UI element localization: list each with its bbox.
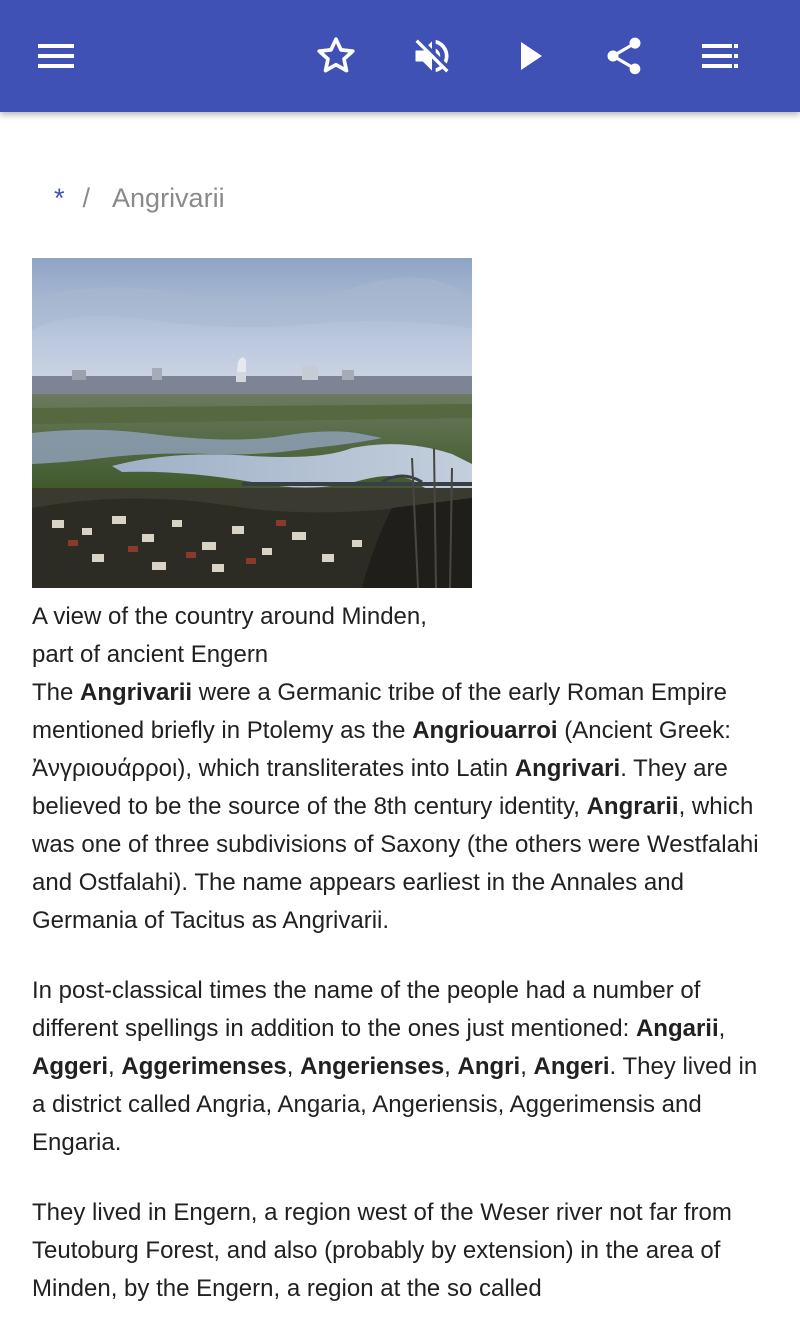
article-image[interactable] <box>32 258 472 588</box>
term-angerienses: Angerienses <box>300 1053 445 1080</box>
term-aggerimenses: Aggerimenses <box>121 1053 287 1080</box>
play-button[interactable] <box>494 20 566 92</box>
term-angrivari: Angrivari <box>514 755 621 782</box>
landscape-photo <box>32 258 472 588</box>
term-angri: Angri <box>457 1053 521 1080</box>
app-toolbar <box>0 0 800 112</box>
term-angeri: Angeri <box>533 1053 610 1080</box>
menu-button[interactable] <box>20 20 92 92</box>
paragraph-1: The Angrivarii were a Germanic tribe of the early Roman Empire mentioned briefly in Ptolemy as the Angriouarroi (Ancient Greek: Ἀνγριουάρροι), which transliterates into Latin Angrivari. They are believed to be the source of the 8th century identity, Angrarii, which was one of three subdivisions of Saxony (the others were Westfalahi and Ostfalahi). The name appears earliest in the Annales and Germania of Tacitus as Angrivarii. <box>32 679 759 934</box>
menu-icon <box>36 36 76 76</box>
image-caption: A view of the country around Minden, part of ancient Engern <box>32 603 427 668</box>
mute-button[interactable] <box>396 20 468 92</box>
bookmark-button[interactable] <box>300 20 372 92</box>
breadcrumb <box>54 178 225 218</box>
contents-button[interactable] <box>684 20 756 92</box>
article-body <box>32 674 772 1340</box>
term-angarii: Angarii <box>635 1015 719 1042</box>
share-icon <box>602 34 646 78</box>
term-angrivarii: Angrivarii <box>80 679 193 706</box>
term-angriouarroi: Angriouarroi <box>412 717 558 744</box>
breadcrumb-current: Angrivarii <box>112 183 225 213</box>
term-aggeri: Aggeri <box>32 1053 109 1080</box>
playlist-icon <box>700 36 740 76</box>
term-angrarii: Angrarii <box>586 793 679 820</box>
breadcrumb-separator: / <box>82 183 91 213</box>
star-outline-icon <box>314 34 358 78</box>
breadcrumb-home-link[interactable]: * <box>54 183 65 213</box>
article-content[interactable] <box>0 112 800 1302</box>
share-button[interactable] <box>588 20 660 92</box>
paragraph-2: In post-classical times the name of the people had a number of different spellings in addition to the ones just mentioned: Angarii, Aggeri, Aggerimenses, Angerienses, Angri, Angeri. They lived in a district called Angria, Angaria, Angeriensis, Aggerimensis and Engaria. <box>32 977 758 1156</box>
play-icon <box>510 36 550 76</box>
paragraph-3: They lived in Engern, a region west of the Weser river not far from Teutoburg Forest, and also (probably by extension) in the area of Minden, by the Engern, a region at the so called <box>32 1199 732 1302</box>
volume-off-icon <box>410 34 454 78</box>
